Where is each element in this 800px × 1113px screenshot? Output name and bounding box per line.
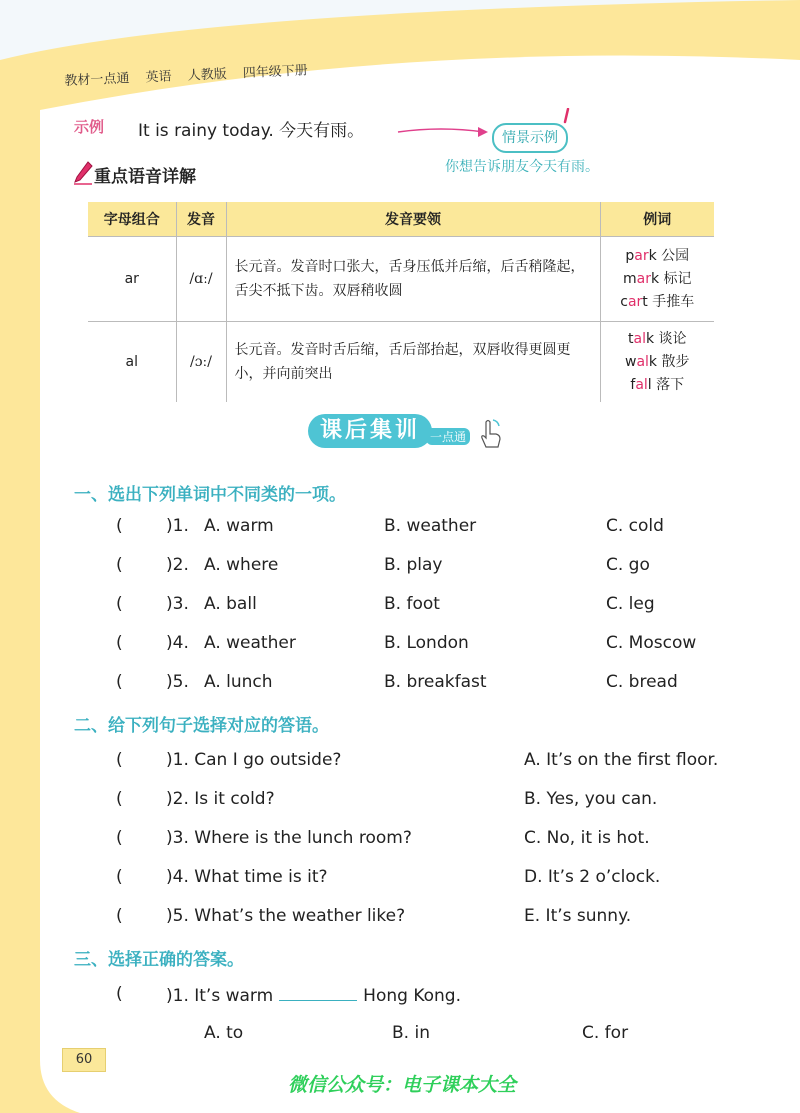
example-label: 示例 [74, 118, 105, 136]
question-number: )2. [166, 555, 189, 575]
option-c: C. leg [606, 594, 655, 614]
answer-paren[interactable]: ( [116, 672, 123, 692]
option-b: B. weather [384, 516, 477, 536]
part3-question [166, 984, 461, 1006]
answer-option: B. Yes, you can. [524, 789, 658, 809]
phonics-table [88, 202, 714, 402]
option-a: A. weather [204, 633, 296, 653]
table-row [88, 237, 714, 322]
letter-combo: al [88, 322, 176, 403]
answer-paren[interactable]: ( [116, 516, 123, 536]
letter-combo: ar [88, 237, 176, 322]
pronunciation-tips: 长元音。发音时口张大，舌身压低并后缩，后舌稍隆起，舌尖不抵下齿。双唇稍收圆 [226, 237, 600, 322]
banner-title: 课后集训 [308, 414, 432, 448]
question-number: )1. [166, 516, 189, 536]
option-c: C. cold [606, 516, 664, 536]
question-text: )1. Can I go outside? [166, 750, 342, 770]
example-word: fall 落下 [630, 376, 685, 393]
example-words [600, 322, 714, 403]
phonetic-symbol: /ɑː/ [176, 237, 226, 322]
option-b: B. foot [384, 594, 440, 614]
page-number: 60 [62, 1048, 106, 1072]
option-c: C. for [582, 1023, 629, 1043]
option-a: A. lunch [204, 672, 273, 692]
question-text: )3. Where is the lunch room? [166, 828, 412, 848]
option-a: A. where [204, 555, 279, 575]
practice-banner [300, 410, 510, 454]
header-subject: 英语 [145, 69, 172, 86]
example-word: cart 手推车 [620, 293, 695, 310]
col-header-combo: 字母组合 [88, 202, 176, 237]
example-word: park 公园 [625, 247, 690, 264]
answer-paren[interactable]: ( [116, 594, 123, 614]
arrow-icon [396, 122, 496, 142]
header-book: 教材一点通 [64, 71, 130, 89]
question-text: )4. What time is it? [166, 867, 328, 887]
answer-paren[interactable]: ( [116, 633, 123, 653]
pointing-hand-icon [476, 418, 504, 450]
accent-mark-icon [560, 108, 574, 126]
option-a: A. ball [204, 594, 257, 614]
answer-paren[interactable]: ( [116, 750, 123, 770]
fill-blank[interactable] [279, 984, 357, 1001]
question-number: )5. [166, 672, 189, 692]
question-text: )1. It’s warm [166, 986, 274, 1006]
part1-title: 一、选出下列单词中不同类的一项。 [74, 485, 346, 505]
scene-description: 你想告诉朋友今天有雨。 [445, 159, 599, 175]
answer-paren[interactable]: ( [116, 828, 123, 848]
header-grade: 四年级下册 [242, 63, 309, 82]
option-c: C. bread [606, 672, 678, 692]
answer-paren[interactable]: ( [116, 789, 123, 809]
option-b: B. London [384, 633, 469, 653]
option-b: B. in [392, 1023, 430, 1043]
example-sentence: It is rainy today. 今天有雨。 [138, 121, 365, 141]
example-word: mark 标记 [622, 270, 692, 287]
table-row [88, 322, 714, 403]
answer-paren[interactable]: ( [116, 867, 123, 887]
footer-watermark: 微信公众号：电子课本大全 [288, 1074, 517, 1096]
col-header-tips: 发音要领 [226, 202, 600, 237]
question-number: )3. [166, 594, 189, 614]
question-text: )5. What’s the weather like? [166, 906, 406, 926]
question-text-end: Hong Kong. [363, 986, 461, 1006]
table-header-row [88, 202, 714, 237]
part3-title: 三、选择正确的答案。 [74, 950, 244, 970]
question-number: )4. [166, 633, 189, 653]
answer-paren[interactable]: ( [116, 555, 123, 575]
pencil-icon [72, 160, 94, 186]
scene-example-badge: 情景示例 [492, 123, 568, 153]
answer-option: D. It’s 2 o’clock. [524, 867, 661, 887]
option-b: B. play [384, 555, 443, 575]
example-word: walk 散步 [625, 353, 690, 370]
example-words [600, 237, 714, 322]
option-c: C. go [606, 555, 650, 575]
option-a: A. to [204, 1023, 244, 1043]
answer-option: A. It’s on the first floor. [524, 750, 719, 770]
col-header-sound: 发音 [176, 202, 226, 237]
example-word: talk 谈论 [627, 330, 687, 347]
option-a: A. warm [204, 516, 274, 536]
answer-paren[interactable]: ( [116, 984, 123, 1004]
answer-option: C. No, it is hot. [524, 828, 650, 848]
part2-title: 二、给下列句子选择对应的答语。 [74, 716, 329, 736]
header-edition: 人教版 [187, 66, 228, 84]
option-b: B. breakfast [384, 672, 487, 692]
col-header-examples: 例词 [600, 202, 714, 237]
answer-option: E. It’s sunny. [524, 906, 632, 926]
answer-paren[interactable]: ( [116, 906, 123, 926]
question-text: )2. Is it cold? [166, 789, 275, 809]
pronunciation-tips: 长元音。发音时舌后缩，舌后部抬起，双唇收得更圆更小，并向前突出 [226, 322, 600, 403]
option-c: C. Moscow [606, 633, 697, 653]
phonetic-symbol: /ɔː/ [176, 322, 226, 403]
banner-subtitle: 一点通 [426, 428, 470, 445]
phonics-section-title: 重点语音详解 [94, 167, 196, 187]
